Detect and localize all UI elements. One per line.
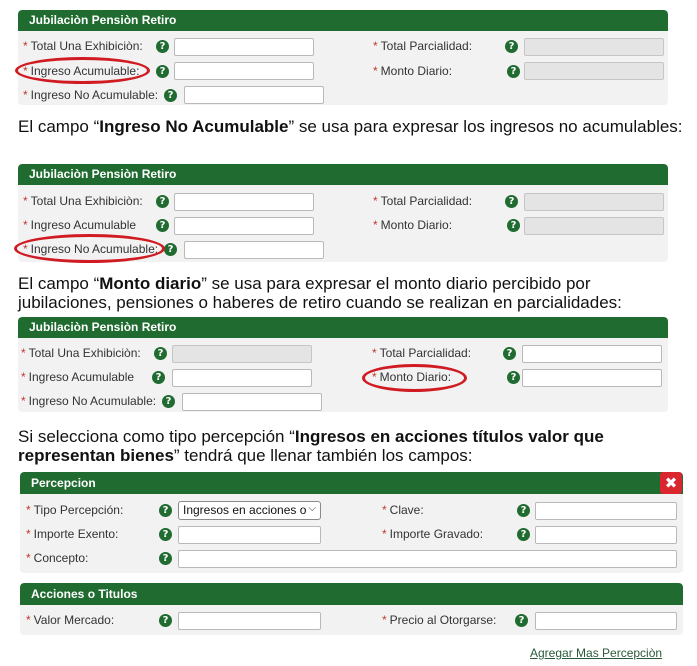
- monto-diario-input: [524, 217, 664, 235]
- total-parcialidad-input: [524, 193, 664, 211]
- panel-title: Percepcion: [20, 472, 683, 494]
- pension-panel-3: [18, 317, 668, 412]
- help-icon[interactable]: ?: [505, 40, 518, 53]
- precio-otorgarse-label: * Precio al Otorgarse:: [382, 613, 497, 627]
- help-icon[interactable]: ?: [152, 371, 165, 384]
- ingreso-no-acumulable-label: * Ingreso No Acumulable:: [23, 242, 159, 256]
- monto-diario-label: * Monto Diario:: [373, 218, 453, 232]
- help-icon[interactable]: ?: [154, 347, 167, 360]
- ingreso-no-acumulable-label: * Ingreso No Acumulable:: [23, 88, 159, 102]
- importe-exento-label: * Importe Exento:: [26, 527, 119, 541]
- tipo-percepcion-select[interactable]: Ingresos en acciones o ⌵: [178, 501, 321, 520]
- ingreso-no-acumulable-input[interactable]: [182, 393, 322, 411]
- close-icon[interactable]: ✖: [660, 472, 682, 494]
- help-icon[interactable]: ?: [159, 614, 172, 627]
- ingreso-acumulable-input[interactable]: [174, 62, 314, 80]
- monto-diario-input[interactable]: [522, 369, 662, 387]
- concepto-input[interactable]: [178, 550, 677, 568]
- monto-diario-label: * Monto Diario:: [373, 64, 453, 78]
- help-icon[interactable]: ?: [503, 347, 516, 360]
- acciones-panel: [20, 583, 683, 635]
- clave-input[interactable]: [535, 502, 677, 520]
- total-una-exhibicion-input[interactable]: [174, 193, 314, 211]
- help-icon[interactable]: ?: [159, 528, 172, 541]
- ingreso-acumulable-input[interactable]: [174, 217, 314, 235]
- panel-title: Jubilaciòn Pensiòn Retiro: [18, 10, 668, 31]
- monto-diario-input: [524, 62, 664, 80]
- help-icon[interactable]: ?: [164, 89, 177, 102]
- tipo-percepcion-label: * Tipo Percepción:: [26, 503, 124, 517]
- valor-mercado-input[interactable]: [178, 612, 321, 630]
- explanation-text-1: El campo “Ingreso No Acumulable” se usa para expresar los ingresos no acumulables:: [18, 117, 683, 136]
- total-parcialidad-label: * Total Parcialidad:: [373, 39, 473, 53]
- panel-title: Acciones o Titulos: [20, 583, 683, 605]
- help-icon[interactable]: ?: [507, 65, 520, 78]
- panel-title: Jubilaciòn Pensiòn Retiro: [18, 317, 668, 338]
- importe-exento-input[interactable]: [178, 526, 321, 544]
- monto-diario-label: * Monto Diario:: [372, 370, 452, 384]
- ingreso-acumulable-label: * Ingreso Acumulable:: [23, 64, 140, 78]
- help-icon[interactable]: ?: [156, 219, 169, 232]
- precio-otorgarse-input[interactable]: [535, 612, 677, 630]
- clave-label: * Clave:: [382, 503, 424, 517]
- help-icon[interactable]: ?: [164, 243, 177, 256]
- help-icon[interactable]: ?: [505, 195, 518, 208]
- total-parcialidad-input[interactable]: [522, 345, 662, 363]
- ingreso-acumulable-input[interactable]: [172, 369, 312, 387]
- help-icon[interactable]: ?: [515, 614, 528, 627]
- importe-gravado-input[interactable]: [535, 526, 677, 544]
- help-icon[interactable]: ?: [156, 40, 169, 53]
- help-icon[interactable]: ?: [517, 528, 530, 541]
- help-icon[interactable]: ?: [159, 504, 172, 517]
- ingreso-acumulable-label: * Ingreso Acumulable: [23, 218, 137, 232]
- ingreso-acumulable-label: * Ingreso Acumulable: [21, 370, 135, 384]
- percepcion-panel: [20, 472, 683, 573]
- help-icon[interactable]: ?: [507, 371, 520, 384]
- total-una-exhibicion-input[interactable]: [174, 38, 314, 56]
- concepto-label: * Concepto:: [26, 551, 89, 565]
- pension-panel-1: [18, 10, 668, 105]
- total-parcialidad-input: [524, 38, 664, 56]
- help-icon[interactable]: ?: [156, 195, 169, 208]
- ingreso-no-acumulable-input[interactable]: [184, 86, 324, 104]
- chevron-down-icon: ⌵: [308, 503, 316, 514]
- highlight-ellipse: [14, 234, 165, 263]
- highlight-ellipse: [362, 364, 467, 392]
- highlight-ellipse: [15, 57, 150, 84]
- help-icon[interactable]: ?: [507, 219, 520, 232]
- help-icon[interactable]: ?: [156, 65, 169, 78]
- total-una-exhibicion-input: [172, 345, 312, 363]
- total-parcialidad-label: * Total Parcialidad:: [372, 346, 472, 360]
- importe-gravado-label: * Importe Gravado:: [382, 527, 484, 541]
- ingreso-no-acumulable-input[interactable]: [184, 241, 324, 259]
- valor-mercado-label: * Valor Mercado:: [26, 613, 115, 627]
- panel-title: Jubilaciòn Pensiòn Retiro: [18, 164, 668, 185]
- explanation-text-3: Si selecciona como tipo percepción “Ingresos en acciones títulos valor que representan bienes” tendrá que llenar también los campos:: [18, 427, 604, 465]
- help-icon[interactable]: ?: [162, 395, 175, 408]
- agregar-percepcion-link[interactable]: Agregar Mas Percepciòn: [530, 646, 663, 660]
- total-una-exhibicion-label: * Total Una Exhibiciòn:: [23, 39, 143, 53]
- ingreso-no-acumulable-label: * Ingreso No Acumulable:: [21, 394, 157, 408]
- total-una-exhibicion-label: * Total Una Exhibiciòn:: [23, 194, 143, 208]
- help-icon[interactable]: ?: [517, 504, 530, 517]
- explanation-text-2: El campo “Monto diario” se usa para expresar el monto diario percibido por jubilaciones, pensiones o haberes de retiro cuando se realizan en parcialidades:: [18, 274, 622, 312]
- total-una-exhibicion-label: * Total Una Exhibiciòn:: [21, 346, 141, 360]
- help-icon[interactable]: ?: [159, 552, 172, 565]
- total-parcialidad-label: * Total Parcialidad:: [373, 194, 473, 208]
